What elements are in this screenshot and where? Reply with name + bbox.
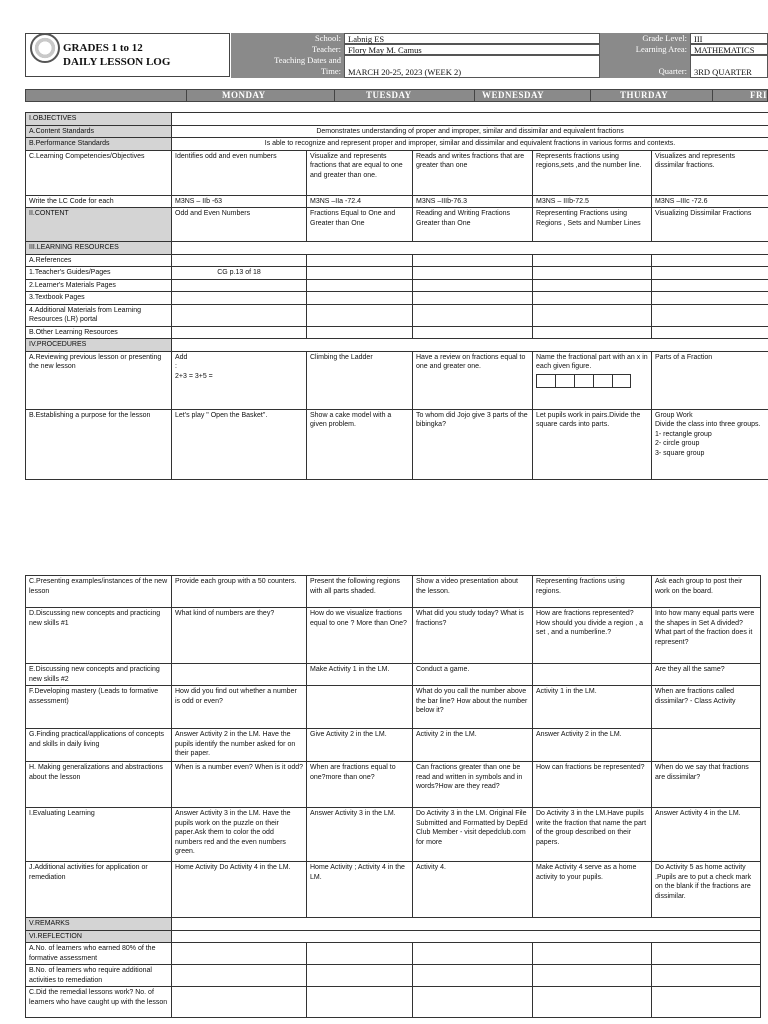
generalizations-tuesday: When are fractions equal to one?more than one? [307, 762, 413, 808]
dates-value: MARCH 20-25, 2023 (WEEK 2) [344, 55, 600, 78]
finding-applications-tuesday: Give Activity 2 in the LM. [307, 729, 413, 762]
figure-part [593, 374, 612, 388]
content-standards-text: Demonstrates understanding of proper and improper, similar and dissimilar and equivalent fractions [172, 125, 768, 138]
discussing-1-wednesday: What did you study today? What is fractions? [413, 608, 533, 664]
grade-value: III [690, 33, 768, 44]
competencies-label: C.Learning Competencies/Objectives [26, 150, 172, 195]
lc-code-thursday: M3NS – IIIb-72.5 [533, 195, 652, 208]
review-monday [172, 351, 307, 409]
performance-standards-text: Is able to recognize and represent proper and improper, similar and dissimilar and equivalent fractions in various forms and contexts. [172, 138, 768, 151]
review-monday-line: Add [175, 353, 188, 361]
content-friday: Visualizing Dissimilar Fractions [652, 208, 768, 242]
discussing-2-friday: Are they all the same? [652, 664, 761, 686]
objectives-heading: I.OBJECTIVES [26, 113, 172, 126]
fraction-figure [536, 374, 648, 388]
lesson-log-table-bottom [25, 575, 761, 1018]
discussing-2-label: E.Discussing new concepts and practicing new skills #2 [26, 664, 172, 686]
day-divider [590, 89, 591, 102]
cell [172, 930, 761, 943]
purpose-tuesday: Show a cake model with a given problem. [307, 409, 413, 479]
remarks-label: V.REMARKS [26, 918, 172, 931]
review-monday-line: 2+3 = 3+5 = [175, 372, 213, 380]
developing-mastery-label: F.Developing mastery (Leads to formative assessment) [26, 686, 172, 729]
presenting-thursday: Representing fractions using regions. [533, 576, 652, 608]
presenting-friday: Ask each group to post their work on the board. [652, 576, 761, 608]
lc-code-label: Write the LC Code for each [26, 195, 172, 208]
procedures-heading: IV.PROCEDURES [26, 339, 172, 352]
generalizations-wednesday: Can fractions greater than one be read and written in symbols and in words?How are they read? [413, 762, 533, 808]
presenting-tuesday: Present the following regions with all parts shaded. [307, 576, 413, 608]
finding-applications-wednesday: Activity 2 in the LM. [413, 729, 533, 762]
review-thursday [533, 351, 652, 409]
competency-monday: Identifies odd and even numbers [172, 150, 307, 195]
developing-mastery-tuesday [307, 686, 413, 729]
teachers-guide-label: 1.Teacher's Guides/Pages [26, 267, 172, 280]
review-tuesday: Climbing the Ladder [307, 351, 413, 409]
evaluating-wednesday: Do Activity 3 in the LM. Original File Submitted and Formatted by DepEd Club Member - visit depedclub.com for more [413, 808, 533, 862]
purpose-friday-line: Divide the class into three groups. [655, 421, 761, 428]
purpose-label: B.Establishing a purpose for the lesson [26, 409, 172, 479]
day-thursday: THURDAY [620, 90, 669, 100]
presenting-monday: Provide each group with a 50 counters. [172, 576, 307, 608]
cell [172, 339, 768, 352]
generalizations-friday: When do we say that fractions are dissimilar? [652, 762, 761, 808]
discussing-1-friday: Into how many equal parts were the shapes in Set A divided? What part of the fraction does it represent? [652, 608, 761, 664]
developing-mastery-friday: When are fractions called dissimilar? - Class Activity [652, 686, 761, 729]
lesson-log-table-top [25, 112, 768, 480]
content-monday: Odd and Even Numbers [172, 208, 307, 242]
discussing-2-wednesday: Conduct a game. [413, 664, 533, 686]
cell [172, 242, 768, 255]
purpose-thursday: Let pupils work in pairs.Divide the square cards into parts. [533, 409, 652, 479]
day-monday: MONDAY [222, 90, 266, 100]
lc-code-tuesday: M3NS –IIa -72.4 [307, 195, 413, 208]
quarter-value: 3RD QUARTER [690, 55, 768, 78]
day-wednesday: WEDNESDAY [482, 90, 545, 100]
references-label: A.References [26, 254, 172, 267]
competency-friday: Visualizes and represents dissimilar fractions. [652, 150, 768, 195]
figure-part [574, 374, 593, 388]
quarter-label-spacer [600, 55, 690, 66]
finding-applications-thursday: Answer Activity 2 in the LM. [533, 729, 652, 762]
teachers-guide-monday: CG p.13 of 18 [172, 267, 307, 280]
competency-thursday: Represents fractions using regions,sets ,and the number line. [533, 150, 652, 195]
review-friday: Parts of a Fraction [652, 351, 768, 409]
additional-activities-tuesday: Home Activity ; Activity 4 in the LM. [307, 862, 413, 918]
day-divider [712, 89, 713, 102]
generalizations-monday: When is a number even? When is it odd? [172, 762, 307, 808]
discussing-1-monday: What kind of numbers are they? [172, 608, 307, 664]
purpose-wednesday: To whom did Jojo give 3 parts of the bibingka? [413, 409, 533, 479]
discussing-2-tuesday: Make Activity 1 in the LM. [307, 664, 413, 686]
figure-part [612, 374, 631, 388]
discussing-1-label: D.Discussing new concepts and practicing new skills #1 [26, 608, 172, 664]
day-tuesday: TUESDAY [366, 90, 412, 100]
day-divider [186, 89, 187, 102]
finding-applications-friday [652, 729, 761, 762]
content-thursday: Representing Fractions using Regions , Sets and Number Lines [533, 208, 652, 242]
purpose-friday-line: 3- square group [655, 449, 705, 457]
performance-standards-label: B.Performance Standards [26, 138, 172, 151]
dates-label-line1: Teaching Dates and [231, 55, 344, 66]
discussing-2-monday [172, 664, 307, 686]
lc-code-friday: M3NS –IIIc -72.6 [652, 195, 768, 208]
content-standards-label: A.Content Standards [26, 125, 172, 138]
doc-title-line2: DAILY LESSON LOG [63, 56, 171, 68]
purpose-monday: Let's play " Open the Basket". [172, 409, 307, 479]
content-tuesday: Fractions Equal to One and Greater than One [307, 208, 413, 242]
day-divider [474, 89, 475, 102]
presenting-wednesday: Show a video presentation about the lesson. [413, 576, 533, 608]
learning-resources-heading: III.LEARNING RESOURCES [26, 242, 172, 255]
textbook-pages-label: 3.Textbook Pages [26, 292, 172, 305]
content-label: II.CONTENT [26, 208, 172, 242]
reflection-b-label: B.No. of learners who require additional activities to remediation [26, 965, 172, 987]
cell [172, 113, 768, 126]
purpose-friday-line: 1- rectangle group [655, 430, 712, 438]
evaluating-monday: Answer Activity 3 in the LM. Have the pupils work on the puzzle on their paper.Ask them to color the odd numbers red and the even numbers green. [172, 808, 307, 862]
finding-applications-monday: Answer Activity 2 in the LM. Have the pupils identify the number asked for on their paper. [172, 729, 307, 762]
dates-label-line2: Time: [231, 66, 344, 78]
teacher-label: Teacher: [231, 44, 344, 55]
additional-activities-label: J.Additional activities for application or remediation [26, 862, 172, 918]
school-label: School: [231, 33, 344, 44]
learning-area-label: Learning Area: [600, 44, 690, 55]
figure-part [555, 374, 574, 388]
figure-part [536, 374, 555, 388]
generalizations-label: H. Making generalizations and abstractions about the lesson [26, 762, 172, 808]
reflection-c-label: C.Did the remedial lessons work? No. of learners who have caught up with the lesson [26, 987, 172, 1018]
day-divider [334, 89, 335, 102]
developing-mastery-wednesday: What do you call the number above the bar line? How about the number below it? [413, 686, 533, 729]
additional-activities-monday: Home Activity Do Activity 4 in the LM. [172, 862, 307, 918]
reflection-label: VI.REFLECTION [26, 930, 172, 943]
evaluating-tuesday: Answer Activity 3 in the LM. [307, 808, 413, 862]
discussing-1-tuesday: How do we visualize fractions equal to one ? More than One? [307, 608, 413, 664]
finding-applications-label: G.Finding practical/applications of concepts and skills in daily living [26, 729, 172, 762]
additional-activities-friday: Do Activity 5 as home activity .Pupils are to put a check mark on the blank if the fractions are dissimilar. [652, 862, 761, 918]
evaluating-label: I.Evaluating Learning [26, 808, 172, 862]
other-resources-label: B.Other Learning Resources [26, 326, 172, 339]
review-label: A.Reviewing previous lesson or presenting the new lesson [26, 351, 172, 409]
deped-seal-logo [30, 33, 60, 63]
review-thursday-text: Name the fractional part with an x in each given figure. [536, 353, 648, 370]
purpose-friday-line: 2- circle group [655, 440, 700, 447]
evaluating-thursday: Do Activity 3 in the LM.Have pupils write the fraction that name the part of the group described on their papers. [533, 808, 652, 862]
quarter-label: Quarter: [600, 66, 690, 78]
learners-materials-label: 2.Learner's Materials Pages [26, 279, 172, 292]
additional-materials-label: 4.Additional Materials from Learning Resources (LR) portal [26, 304, 172, 326]
lc-code-monday: M3NS – IIb -63 [172, 195, 307, 208]
discussing-1-thursday: How are fractions represented? How should you divide a region , a set , and a numberline.? [533, 608, 652, 664]
cell [172, 918, 761, 931]
review-wednesday: Have a review on fractions equal to one and greater one. [413, 351, 533, 409]
additional-activities-wednesday: Activity 4. [413, 862, 533, 918]
purpose-friday-line: Group Work [655, 411, 693, 419]
additional-activities-thursday: Make Activity 4 serve as a home activity to your pupils. [533, 862, 652, 918]
teacher-value: Flory May M. Camus [344, 44, 600, 55]
review-monday-line: : [175, 363, 177, 370]
evaluating-friday: Answer Activity 4 in the LM. [652, 808, 761, 862]
competency-wednesday: Reads and writes fractions that are greater than one [413, 150, 533, 195]
day-friday: FRI [750, 90, 767, 100]
developing-mastery-thursday: Activity 1 in the LM. [533, 686, 652, 729]
school-value: Labnig ES [344, 33, 600, 44]
doc-title-line1: GRADES 1 to 12 [63, 42, 143, 54]
content-wednesday: Reading and Writing Fractions Greater than One [413, 208, 533, 242]
lc-code-wednesday: M3NS –IIIb-76.3 [413, 195, 533, 208]
generalizations-thursday: How can fractions be represented? [533, 762, 652, 808]
presenting-label: C.Presenting examples/instances of the new lesson [26, 576, 172, 608]
discussing-2-thursday [533, 664, 652, 686]
purpose-friday [652, 409, 768, 479]
reflection-a-label: A.No. of learners who earned 80% of the formative assessment [26, 943, 172, 965]
grade-label: Grade Level: [600, 33, 690, 44]
learning-area-value: MATHEMATICS [690, 44, 768, 55]
developing-mastery-monday: How did you find out whether a number is odd or even? [172, 686, 307, 729]
competency-tuesday: Visualize and represents fractions that are equal to one and greater than one. [307, 150, 413, 195]
